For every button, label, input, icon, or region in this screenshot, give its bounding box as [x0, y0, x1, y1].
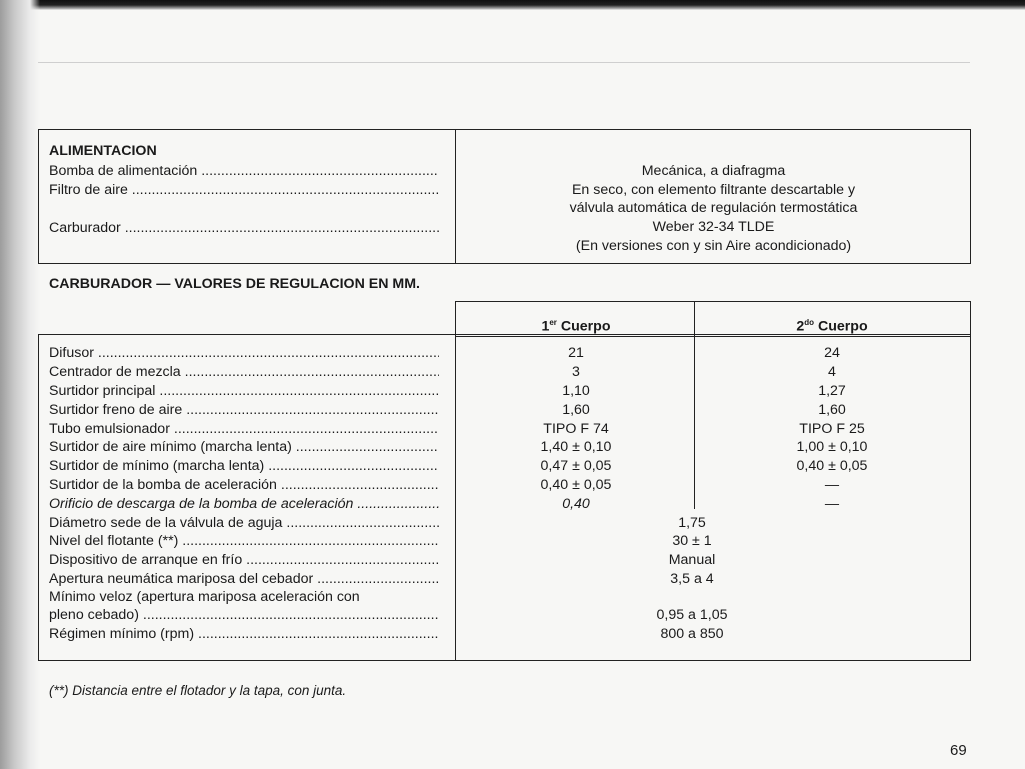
value-difusor-1: 21 [568, 345, 584, 361]
value-tubo-emulsionador-2: TIPO F 25 [799, 421, 865, 437]
alimentacion-title: ALIMENTACION [49, 143, 157, 159]
label-tubo-emulsionador: Tubo emulsionador ..... [49, 420, 439, 439]
value-aire-minimo-2: 1,00 ± 0,10 [796, 439, 868, 455]
value-orificio-descarga-1: 0,40 [562, 496, 590, 512]
value-minimo-veloz: 0,95 a 1,05 [656, 607, 728, 623]
value-carburador-note: (En versiones con y sin Aire acondicionado) [575, 238, 852, 254]
footnote: (**) Distancia entre el flotador y la tapa, con junta. [49, 683, 347, 698]
scan-top-edge [0, 0, 1025, 10]
value-surtidor-minimo-2: 0,40 ± 0,05 [796, 458, 868, 474]
value-diametro-sede: 1,75 [678, 515, 706, 531]
label-bomba-aceleracion: Surtidor de la bomba de aceleración ..... [49, 476, 439, 495]
label-difusor: Difusor ..... [49, 344, 439, 363]
label-carburador: Carburador ..... [49, 219, 439, 238]
value-carburador: Weber 32-34 TLDE [652, 219, 775, 235]
label-surtidor-minimo: Surtidor de mínimo (marcha lenta) ..... [49, 457, 439, 476]
value-surtidor-principal-2: 1,27 [818, 383, 846, 399]
header-segundo-cuerpo: $2^{do}$ Cuerpo [796, 318, 868, 335]
value-tubo-emulsionador-1: TIPO F 74 [543, 421, 609, 437]
value-aire-minimo-1: 1,40 ± 0,10 [540, 439, 612, 455]
label-centrador: Centrador de mezcla ..... [49, 363, 439, 382]
value-difusor-2: 24 [824, 345, 840, 361]
value-filtro-aire-2: válvula automática de regulación termostática [569, 200, 858, 216]
label-freno-aire: Surtidor freno de aire ..... [49, 401, 439, 420]
value-surtidor-minimo-1: 0,47 ± 0,05 [540, 458, 612, 474]
label-minimo-veloz-line1: Mínimo veloz (apertura mariposa aceleración con [49, 589, 360, 605]
value-nivel-flotante: 30 ± 1 [672, 533, 712, 549]
scan-binding-shadow [0, 0, 40, 769]
value-bomba-alimentacion: Mecánica, a diafragma [641, 163, 786, 179]
label-diametro-sede: Diámetro sede de la válvula de aguja ..... [49, 514, 439, 533]
value-apertura-neumatica: 3,5 a 4 [670, 571, 714, 587]
carburador-label-divider [455, 334, 456, 660]
label-orificio-descarga: Orificio de descarga de la bomba de aceleración ..... [49, 495, 439, 514]
label-regimen-minimo: Régimen mínimo (rpm) ..... [49, 625, 439, 644]
label-aire-minimo: Surtidor de aire mínimo (marcha lenta) ..... [49, 438, 439, 457]
value-regimen-minimo: 800 a 850 [660, 626, 724, 642]
label-surtidor-principal: Surtidor principal ..... [49, 382, 439, 401]
label-nivel-flotante: Nivel del flotante (**) ..... [49, 532, 439, 551]
value-dispositivo-arranque: Manual [668, 552, 716, 568]
carburador-title: CARBURADOR — VALORES DE REGULACION EN MM. [49, 276, 420, 292]
label-bomba-alimentacion: Bomba de alimentación ..... [49, 162, 439, 181]
alimentacion-divider [455, 129, 456, 263]
label-apertura-neumatica: Apertura neumática mariposa del cebador ..... [49, 570, 439, 589]
value-centrador-1: 3 [572, 364, 580, 380]
page-number: 69 [950, 742, 967, 759]
label-filtro-aire: Filtro de aire ..... [49, 181, 439, 200]
value-orificio-descarga-2: — [824, 496, 840, 512]
label-dispositivo-arranque: Dispositivo de arranque en frío ..... [49, 551, 439, 570]
value-bomba-aceleracion-1: 0,40 ± 0,05 [540, 477, 612, 493]
label-minimo-veloz-line2: pleno cebado) ..... [49, 606, 439, 625]
header-primer-cuerpo: 1er Cuerpo [541, 318, 611, 335]
value-freno-aire-1: 1,60 [562, 402, 590, 418]
header-rule [38, 62, 970, 63]
value-surtidor-principal-1: 1,10 [562, 383, 590, 399]
value-centrador-2: 4 [828, 364, 836, 380]
value-filtro-aire-1: En seco, con elemento filtrante descartable y [571, 182, 856, 198]
value-bomba-aceleracion-2: — [824, 477, 840, 493]
value-freno-aire-2: 1,60 [818, 402, 846, 418]
